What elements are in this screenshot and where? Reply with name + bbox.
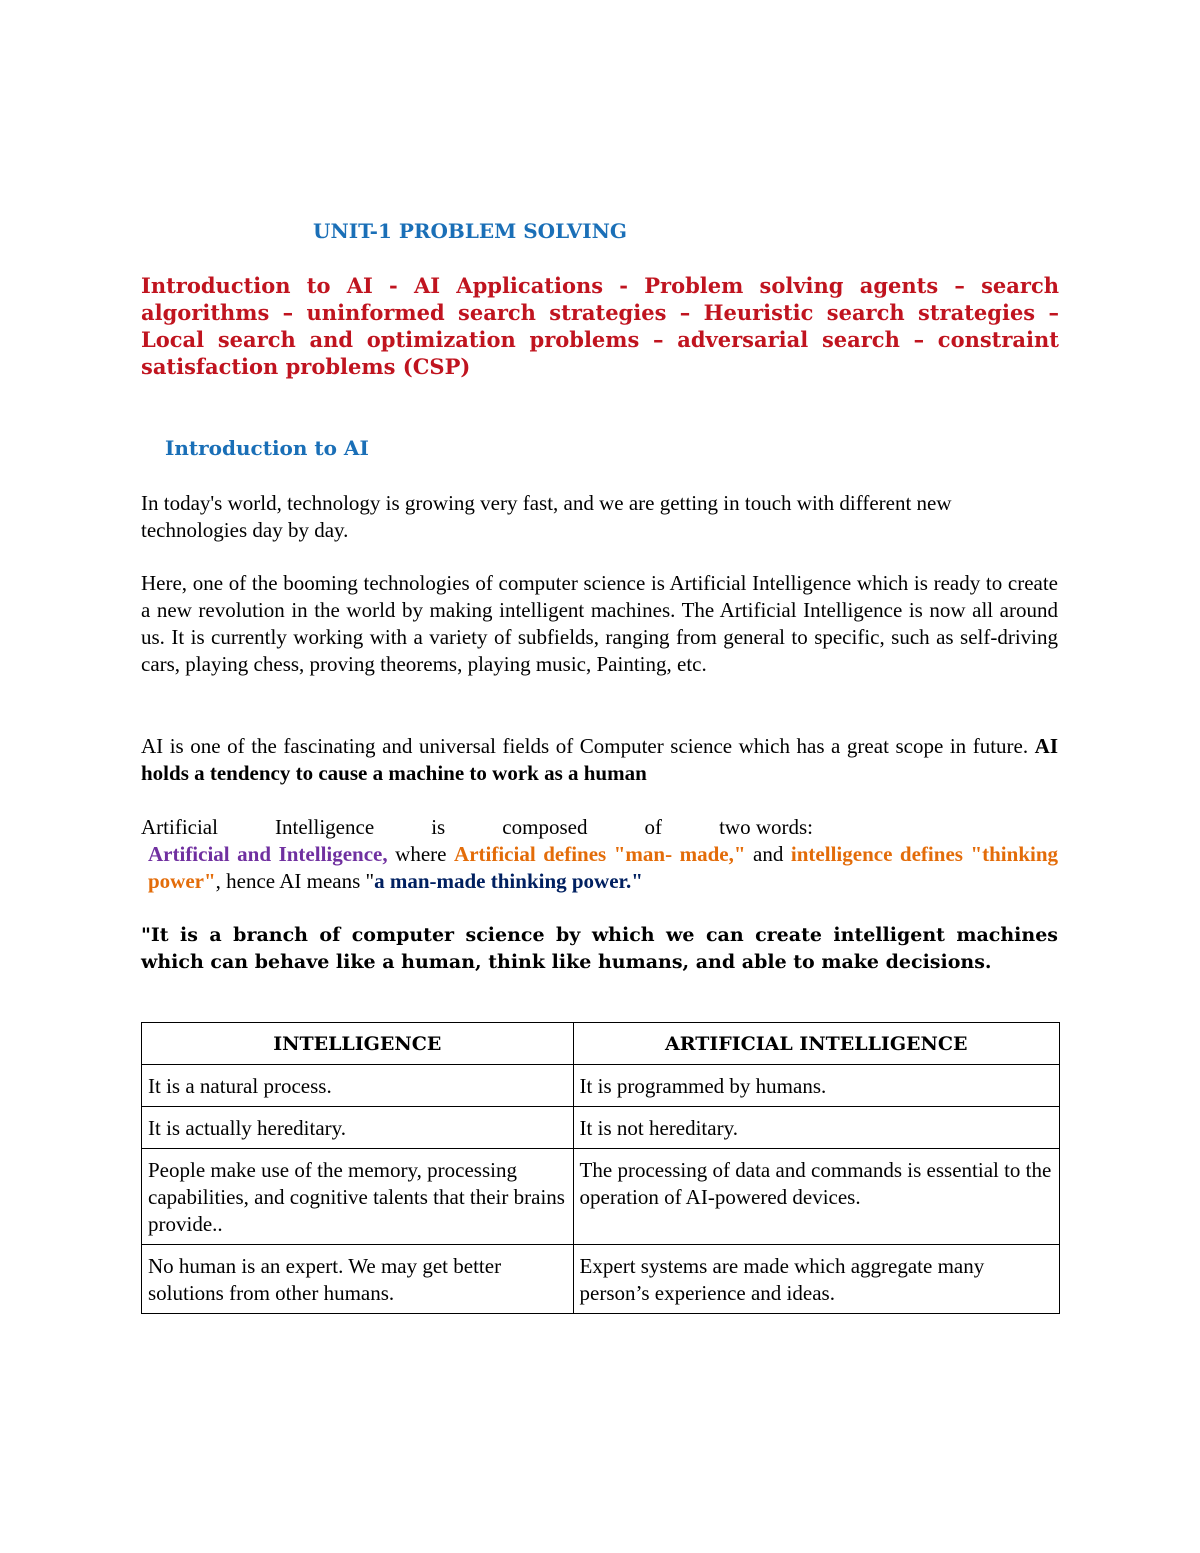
table-cell: The processing of data and commands is essential to the operation of AI-powered devices.: [573, 1149, 1059, 1245]
table-row: [142, 1065, 1060, 1107]
table-cell: It is actually hereditary.: [142, 1107, 574, 1149]
definition-line: [141, 841, 1058, 895]
composed-of-line: [141, 814, 1058, 841]
comparison-table: [141, 1022, 1060, 1314]
ai-definition-quote: "It is a branch of computer science by which we can create intelligent machines which can behave like a human, think like humans, and able to make decisions.: [141, 924, 1058, 973]
ai-meaning: a man-made thinking power.": [374, 869, 643, 893]
word: composed: [502, 815, 588, 839]
word: is: [431, 815, 446, 839]
table-cell: People make use of the memory, processing capabilities, and cognitive talents that their brains provide..: [142, 1149, 574, 1245]
term-artificial-intelligence: Artificial and Intelligence,: [148, 842, 388, 866]
table-cell: Expert systems are made which aggregate many person’s experience and ideas.: [573, 1245, 1059, 1314]
connector-text: and: [745, 842, 791, 866]
word: of: [644, 815, 663, 839]
table-header: INTELLIGENCE: [142, 1023, 574, 1065]
definition-artificial: Artificial defines "man- made,": [454, 842, 746, 866]
paragraph-2: Here, one of the booming technologies of computer science is Artificial Intelligence which is ready to create a new revolution in the world by making intelligent machines. The Artificial Intelligence is now all around us. It is currently working with a variety of subfields, ranging from general to specific, such as self-driving cars, playing chess, proving theorems, playing music, Painting, etc.: [141, 571, 1058, 676]
table-cell: No human is an expert. We may get better solutions from other humans.: [142, 1245, 574, 1314]
table-header: ARTIFICIAL INTELLIGENCE: [573, 1023, 1059, 1065]
table-row: [142, 1149, 1060, 1245]
word: two words:: [719, 815, 813, 839]
connector-text: where: [387, 842, 455, 866]
paragraph-3: [141, 733, 1058, 787]
table-row: [142, 1245, 1060, 1314]
unit-title: UNIT-1 PROBLEM SOLVING: [313, 219, 628, 243]
definition-intelligence: intelligence defines "thinking power": [148, 842, 1059, 893]
word: Intelligence: [275, 815, 375, 839]
connector-text: , hence AI means ": [215, 869, 375, 893]
section-heading: Introduction to AI: [165, 436, 369, 460]
paragraph-3-emphasis: AI holds a tendency to cause a machine to work as a human: [141, 734, 1058, 785]
paragraph-1: In today's world, technology is growing very fast, and we are getting in touch with different new technologies day by day.: [141, 491, 952, 542]
paragraph-3-text: AI is one of the fascinating and universal fields of Computer science which has a great scope in future.: [141, 734, 1035, 758]
table-cell: It is not hereditary.: [573, 1107, 1059, 1149]
paragraph-4: [141, 814, 1058, 895]
table-row: [142, 1107, 1060, 1149]
table-cell: It is programmed by humans.: [573, 1065, 1059, 1107]
word: Artificial: [141, 815, 218, 839]
table-header-row: [142, 1023, 1060, 1065]
unit-topics: Introduction to AI - AI Applications - Problem solving agents – search algorithms – uninformed search strategies – Heuristic search strategies – Local search and optimization problems – adversarial search – constraint satisfaction problems (CSP): [141, 273, 1059, 379]
table-cell: It is a natural process.: [142, 1065, 574, 1107]
